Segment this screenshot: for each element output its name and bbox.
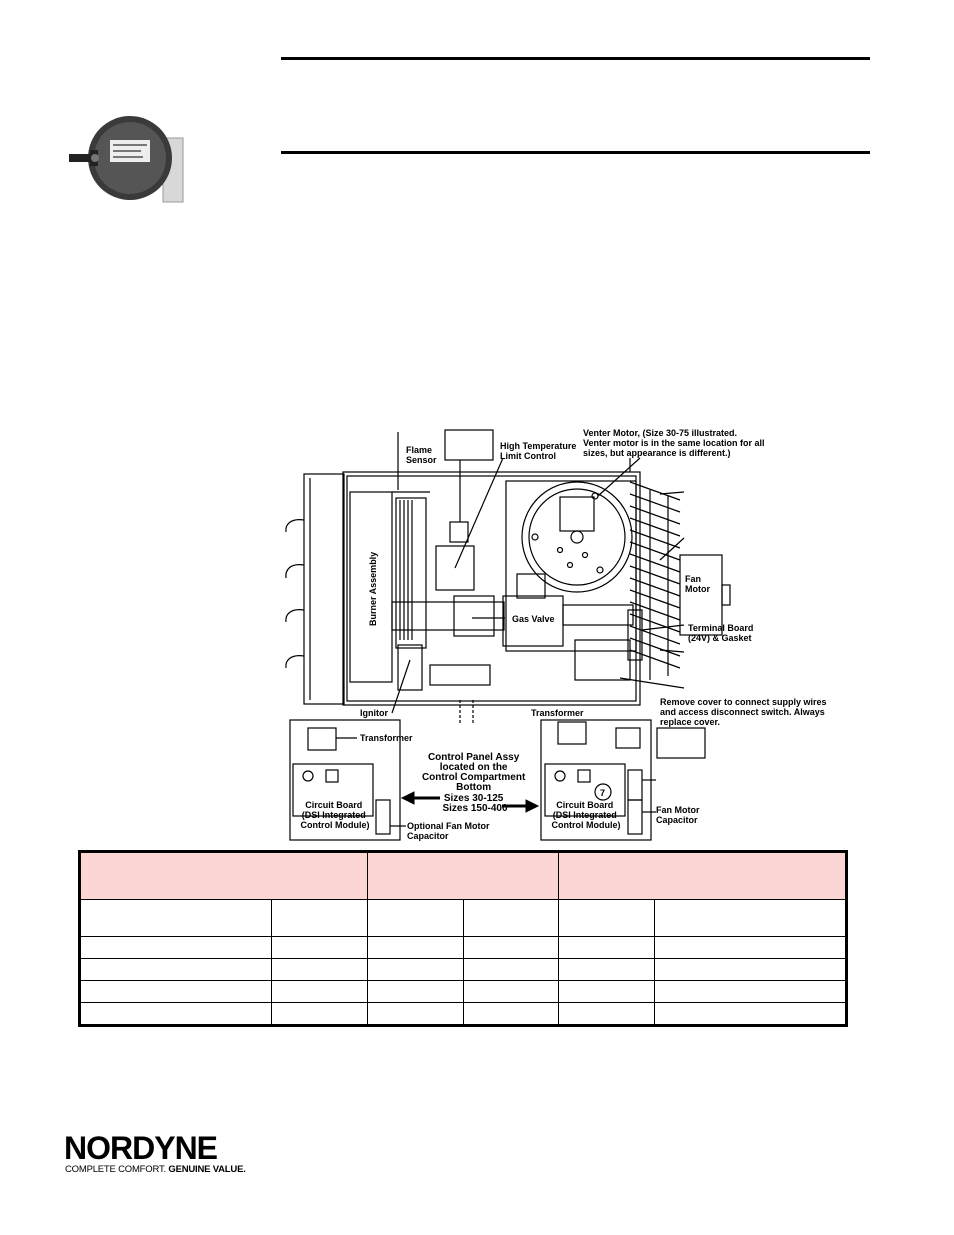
burner-assembly-label: Burner Assembly	[368, 551, 378, 626]
control-panel-label: Control Panel Assy located on the Control Compartment Bottom Sizes 30-125 Sizes 150-400	[421, 752, 526, 814]
board-number: 7	[600, 788, 606, 798]
table-header-row	[80, 852, 847, 900]
tagline-bold: GENUINE VALUE.	[168, 1164, 246, 1175]
high-temp-limit-label: High Temperature Limit Control	[500, 441, 577, 461]
nordyne-logo	[64, 1130, 246, 1178]
table-row	[80, 1003, 847, 1026]
table-subheader-row	[80, 900, 847, 937]
terminal-board-label: Terminal Board (24V) & Gasket	[688, 623, 754, 643]
transformer-left-label: Transformer	[360, 733, 413, 743]
table-header-cell	[80, 852, 368, 900]
spec-table	[78, 850, 848, 1027]
table-header-cell	[559, 852, 847, 900]
tagline-regular: COMPLETE COMFORT.	[65, 1164, 166, 1175]
table-row	[80, 959, 847, 981]
limit-label-box	[445, 430, 493, 460]
remove-cover-note: Remove cover to connect supply wires and access disconnect switch. Always replace cover.	[660, 697, 827, 727]
optional-capacitor-label: Optional Fan Motor Capacitor	[407, 821, 490, 841]
fan-motor-label: Fan Motor	[685, 574, 710, 594]
venter-motor-label: Venter Motor, (Size 30-75 illustrated. Venter motor is in the same location for all sizes, but appearance is different.)	[583, 428, 765, 458]
table-row	[80, 981, 847, 1003]
flame-sensor-label: Flame Sensor	[406, 445, 437, 465]
logo-wordmark: NORDYNE	[64, 1130, 218, 1166]
disconnect-label-box	[657, 728, 705, 758]
transformer-right-label: Transformer	[531, 708, 584, 718]
ignitor-label: Ignitor	[360, 708, 388, 718]
circuit-board-left-label: Circuit Board (DSI Integrated Control Module)	[300, 800, 370, 830]
table-header-cell	[367, 852, 559, 900]
circuit-board-right-label: Circuit Board (DSI Integrated Control Module)	[551, 800, 621, 830]
logo-tagline	[65, 1164, 246, 1175]
fan-motor-capacitor-label: Fan Motor Capacitor	[656, 805, 700, 825]
gas-valve-label: Gas Valve	[512, 614, 555, 624]
table-row	[80, 937, 847, 959]
